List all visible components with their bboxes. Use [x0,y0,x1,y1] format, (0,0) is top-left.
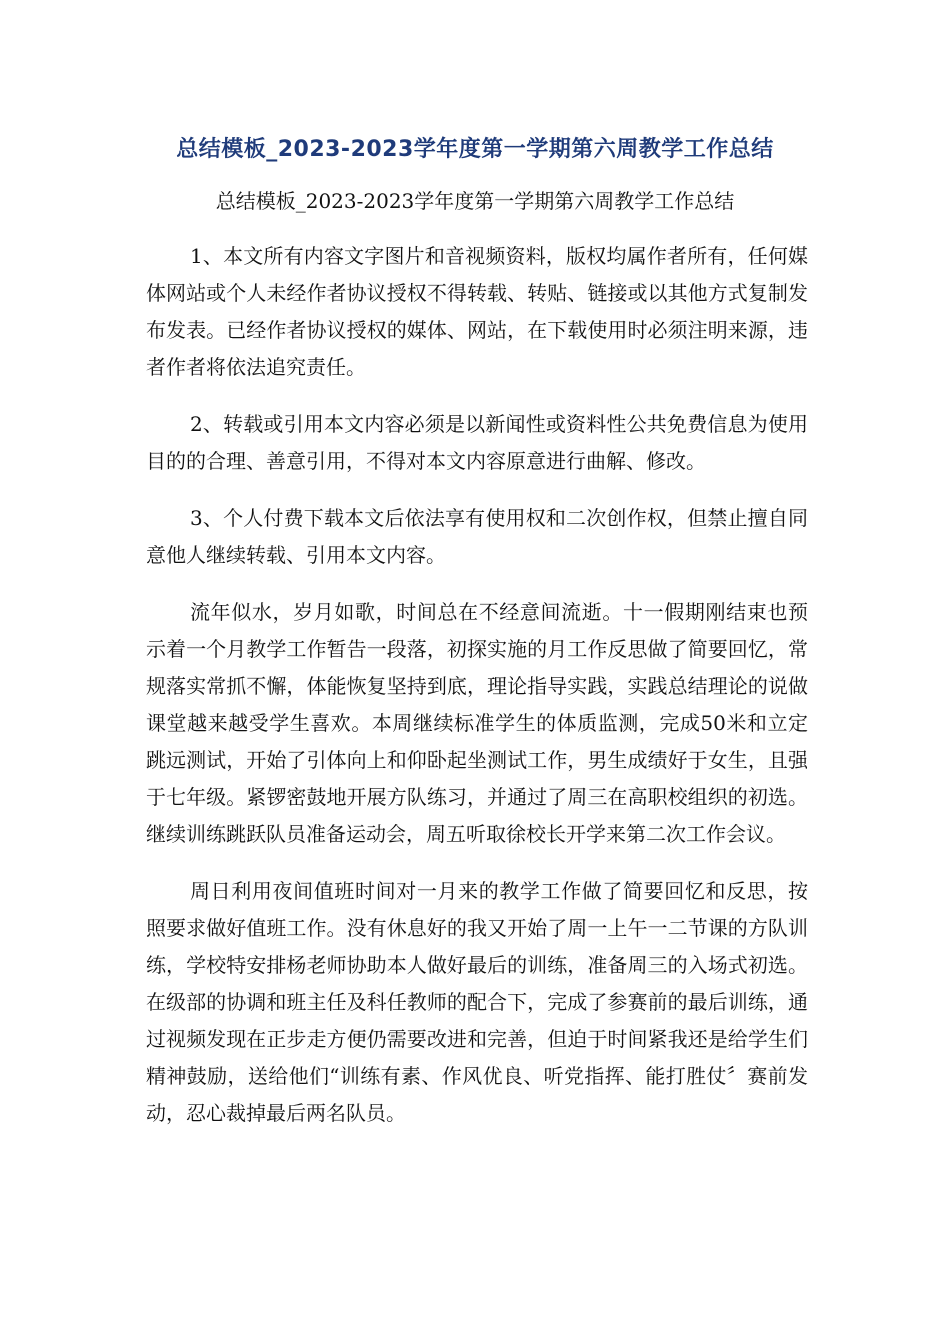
paragraph-copyright-1: 1、本文所有内容文字图片和音视频资料，版权均属作者所有，任何媒体网站或个人未经作者协议授权不得转载、转贴、链接或以其他方式复制发布发表。已经作者协议授权的媒体、网站，在下载使用时必须注明来源，违者作者将依法追究责任。 [146,244,808,379]
paragraph-summary-week: 流年似水，岁月如歌，时间总在不经意间流逝。十一假期刚结束也预示着一个月教学工作暂告一段落，初探实施的月工作反思做了简要回忆，常规落实常抓不懈，体能恢复坚持到底，理论指导实践，实践总结理论的说做课堂越来越受学生喜欢。本周继续标准学生的体质监测，完成50米和立定跳远测试，开始了引体向上和仰卧起坐测试工作，男生成绩好于女生，且强于七年级。紧锣密鼓地开展方队练习，并通过了周三在高职校组织的初选。继续训练跳跃队员准备运动会，周五听取徐校长开学来第二次工作会议。 [146,600,808,846]
document-subtitle: 总结模板_2023-2023学年度第一学期第六周教学工作总结 [215,189,735,213]
paragraph-copyright-3: 3、个人付费下载本文后依法享有使用权和二次创作权，但禁止擅自同意他人继续转载、引用本文内容。 [146,506,808,567]
paragraph-summary-training: 周日利用夜间值班时间对一月来的教学工作做了简要回忆和反思，按照要求做好值班工作。没有休息好的我又开始了周一上午一二节课的方队训练，学校特安排杨老师协助本人做好最后的训练，准备周三的入场式初选。在级部的协调和班主任及科任教师的配合下，完成了参赛前的最后训练，通过视频发现在正步走方便仍需要改进和完善，但迫于时间紧我还是给学生们精神鼓励，送给他们“训练有素、作风优良、听党指挥、能打胜仗〞赛前发动，忍心裁掉最后两名队员。 [146,879,808,1125]
paragraph-copyright-2: 2、转载或引用本文内容必须是以新闻性或资料性公共免费信息为使用目的的合理、善意引用，不得对本文内容原意进行曲解、修改。 [146,412,808,473]
document-body [146,238,808,1152]
document-title: 总结模板_2023-2023学年度第一学期第六周教学工作总结 [176,137,774,162]
